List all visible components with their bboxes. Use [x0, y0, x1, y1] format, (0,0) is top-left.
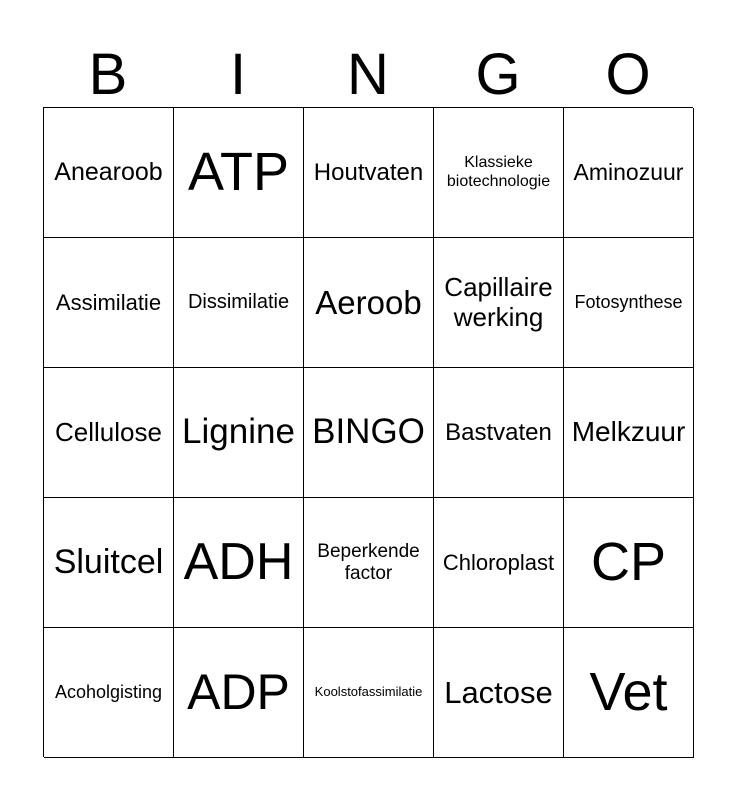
header-letter-i: I	[229, 42, 247, 107]
bingo-cell[interactable]: Klassieke biotechnologie	[434, 108, 564, 238]
bingo-cell[interactable]: Aminozuur	[564, 108, 694, 238]
bingo-card-grid	[43, 107, 693, 757]
bingo-cell[interactable]: Capillaire werking	[434, 238, 564, 368]
header-letter-o: O	[605, 42, 651, 107]
bingo-cell[interactable]: Lignine	[174, 368, 304, 498]
bingo-cell[interactable]: Sluitcel	[44, 498, 174, 628]
bingo-cell[interactable]: ADH	[174, 498, 304, 628]
header-letter-b: B	[88, 42, 128, 107]
header-letter-g: G	[475, 42, 521, 107]
bingo-cell[interactable]: Koolstofassimilatie	[304, 628, 434, 758]
bingo-cell[interactable]: Aeroob	[304, 238, 434, 368]
bingo-cell[interactable]: Melkzuur	[564, 368, 694, 498]
bingo-cell[interactable]: Acoholgisting	[44, 628, 174, 758]
bingo-cell[interactable]: BINGO	[304, 368, 434, 498]
bingo-cell[interactable]: Assimilatie	[44, 238, 174, 368]
bingo-cell[interactable]: ATP	[174, 108, 304, 238]
bingo-cell[interactable]: ADP	[174, 628, 304, 758]
bingo-cell[interactable]: Chloroplast	[434, 498, 564, 628]
bingo-cell[interactable]: Vet	[564, 628, 694, 758]
bingo-cell[interactable]: Bastvaten	[434, 368, 564, 498]
bingo-cell[interactable]: CP	[564, 498, 694, 628]
bingo-cell[interactable]: Beperkende factor	[304, 498, 434, 628]
bingo-cell[interactable]: Cellulose	[44, 368, 174, 498]
bingo-cell[interactable]: Dissimilatie	[174, 238, 304, 368]
bingo-cell[interactable]: Houtvaten	[304, 108, 434, 238]
bingo-cell[interactable]: Anearoob	[44, 108, 174, 238]
bingo-header	[43, 42, 693, 108]
bingo-cell[interactable]: Fotosynthese	[564, 238, 694, 368]
header-letter-n: N	[347, 42, 389, 107]
bingo-cell[interactable]: Lactose	[434, 628, 564, 758]
